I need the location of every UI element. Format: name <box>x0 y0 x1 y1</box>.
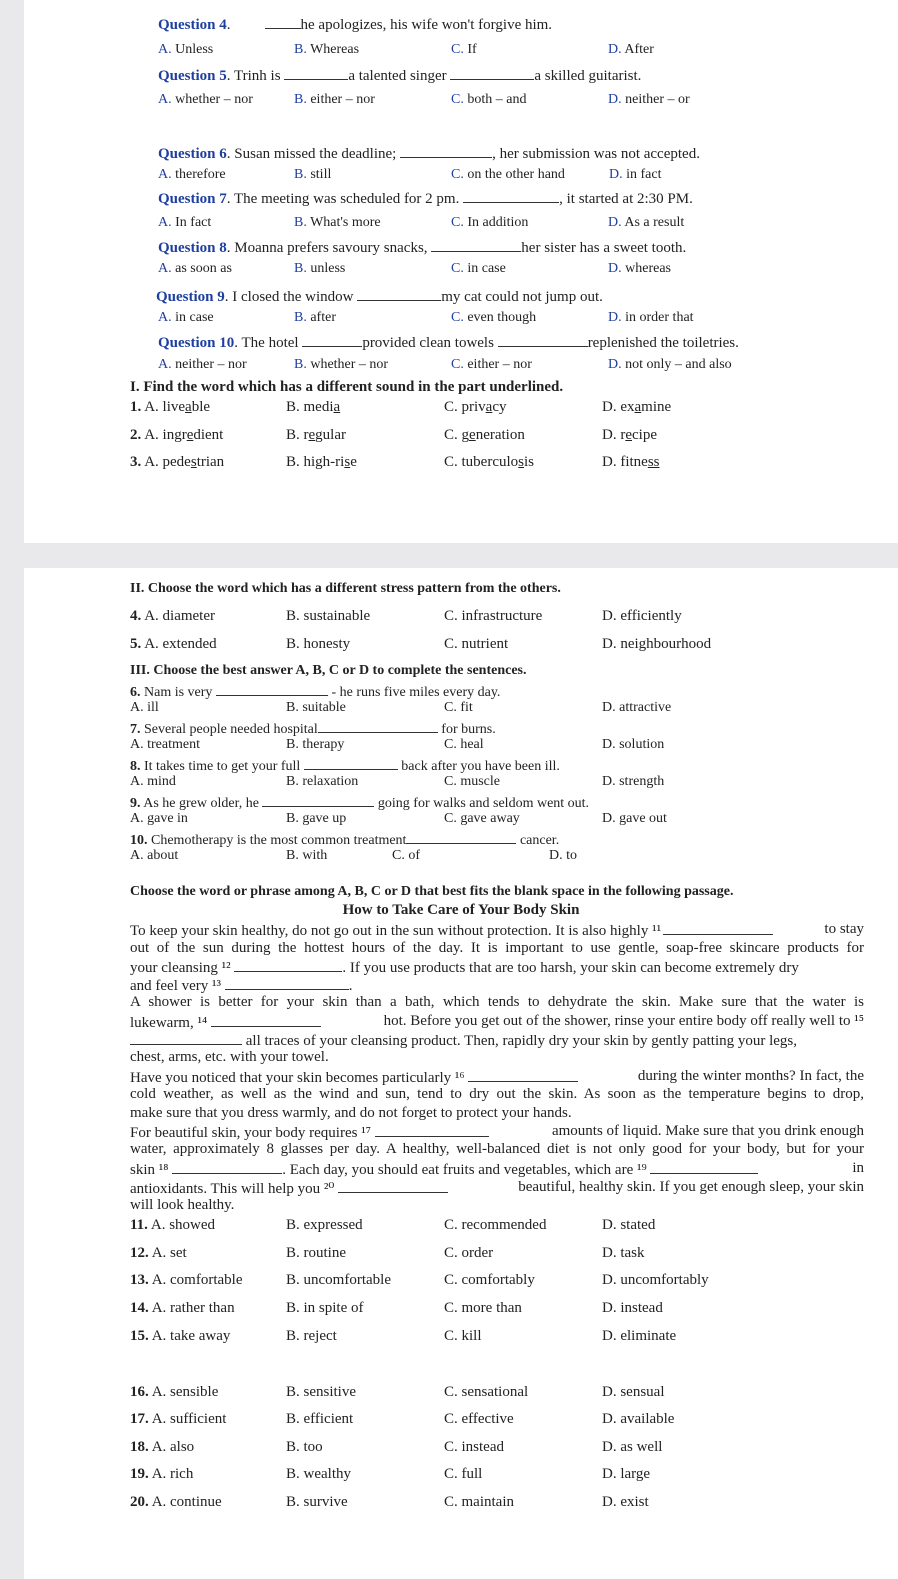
option-letter: C. <box>451 167 464 182</box>
option-c[interactable]: C. nutrient <box>444 636 509 652</box>
item-text: back after you have been ill. <box>401 759 560 774</box>
underlined-part: e <box>469 427 476 443</box>
question-label: Question 4 <box>158 17 227 33</box>
option-b[interactable]: Whereas <box>310 42 360 57</box>
blank-14[interactable] <box>211 1014 321 1027</box>
option-letter: A. <box>158 261 172 276</box>
option-d[interactable]: D. to <box>549 848 577 863</box>
option-a[interactable]: A. diameter <box>144 608 215 624</box>
option-b[interactable]: B. survive <box>286 1494 348 1510</box>
option-c[interactable]: C. effective <box>444 1411 514 1427</box>
item-number: 5. <box>130 636 142 652</box>
item-number: 20. <box>130 1494 149 1510</box>
option-a[interactable]: in case <box>175 310 214 325</box>
question-text: a skilled guitarist. <box>534 68 642 84</box>
passage-text: in <box>852 1160 864 1176</box>
item-number: 13. <box>130 1272 149 1288</box>
answer-blank[interactable] <box>302 334 362 347</box>
option-letter: D. <box>609 167 623 182</box>
option-d[interactable]: D. exist <box>602 1494 649 1510</box>
option-d[interactable]: D. task <box>602 1245 645 1261</box>
underlined-part: a <box>333 399 341 415</box>
passage-text: will look healthy. <box>130 1197 235 1213</box>
option-c[interactable]: C. order <box>444 1245 494 1261</box>
word-part: C. g <box>444 427 470 443</box>
passage-text: skin ¹⁸ <box>130 1162 169 1178</box>
option-c[interactable]: C. more than <box>444 1300 522 1316</box>
option-d[interactable]: D. available <box>602 1411 675 1427</box>
option-c[interactable]: either – nor <box>467 357 532 372</box>
option-b[interactable]: still <box>310 167 332 182</box>
word-part: A. pede <box>144 454 191 470</box>
item-number: 14. <box>130 1300 149 1316</box>
underlined-part: a <box>634 399 642 415</box>
passage-text: and feel very ¹³ <box>130 978 222 994</box>
option-d[interactable]: in order that <box>625 310 694 325</box>
passage-title: How to Take Care of Your Body Skin <box>342 902 580 918</box>
item-number: 12. <box>130 1245 149 1261</box>
option-a[interactable]: A. treatment <box>130 737 200 752</box>
option-a[interactable]: A. rich <box>151 1466 194 1482</box>
option-a[interactable]: A. showed <box>150 1217 216 1233</box>
option-d[interactable] <box>602 428 657 443</box>
option-a[interactable]: In fact <box>175 215 212 230</box>
option-d[interactable]: D. large <box>602 1466 651 1482</box>
word-part: D. fitne <box>602 454 648 470</box>
option-b[interactable]: B. honesty <box>286 636 351 652</box>
word-part: D. ex <box>602 399 635 415</box>
section-heading: I. Find the word which has a different sound in the part underlined. <box>130 379 564 395</box>
question-label: Question 9 <box>156 289 225 305</box>
option-a[interactable]: A. mind <box>130 774 176 789</box>
option-b[interactable]: B. gave up <box>286 811 347 826</box>
word-part: ble <box>191 399 211 415</box>
passage-text: Have you noticed that your skin becomes particularly ¹⁶ <box>130 1070 465 1086</box>
underlined-part: s <box>190 454 197 470</box>
word-part: B. medi <box>286 399 334 415</box>
word-part: gular <box>315 427 346 443</box>
option-d[interactable]: D. neighbourhood <box>602 636 712 652</box>
option-b[interactable]: What's more <box>310 215 381 230</box>
option-b[interactable]: B. efficient <box>286 1411 354 1427</box>
option-c[interactable]: C. full <box>444 1466 483 1482</box>
option-b[interactable]: B. reject <box>286 1328 337 1344</box>
option-d[interactable]: After <box>624 42 654 57</box>
passage-text: during the winter months? In fact, the <box>637 1068 864 1084</box>
passage-text: lukewarm, ¹⁴ <box>130 1015 208 1031</box>
option-letter: B. <box>294 215 307 230</box>
answer-blank[interactable] <box>284 67 348 80</box>
option-c[interactable]: C. gave away <box>444 811 520 826</box>
option-letter: D. <box>608 92 622 107</box>
passage-text: water, approximately 8 glasses per day. A healthy, well-balanced diet is not only good for your body, but for your <box>130 1141 864 1157</box>
answer-blank[interactable] <box>318 720 438 733</box>
option-d[interactable]: As a result <box>624 215 685 230</box>
passage-instruction: Choose the word or phrase among A, B, C or D that best fits the blank space in the following passage. <box>130 884 734 899</box>
option-letter: A. <box>158 167 172 182</box>
option-b[interactable]: B. expressed <box>286 1217 363 1233</box>
option-letter: C. <box>451 310 464 325</box>
question-label: Question 10 <box>158 335 235 351</box>
item-text: going for walks and seldom went out. <box>377 796 590 811</box>
option-b[interactable]: unless <box>310 261 346 276</box>
option-d[interactable]: D. sensual <box>602 1384 665 1400</box>
question-text: . Moanna prefers savoury snacks, <box>226 240 428 256</box>
option-letter: D. <box>608 42 622 57</box>
option-c[interactable]: C. maintain <box>444 1494 514 1510</box>
question-text: her sister has a sweet tooth. <box>521 240 687 256</box>
option-b[interactable] <box>286 428 346 443</box>
option-b[interactable]: B. in spite of <box>286 1300 364 1316</box>
option-b[interactable]: after <box>310 310 336 325</box>
option-d[interactable]: D. as well <box>602 1439 663 1455</box>
question-text: he apologizes, his wife won't forgive him. <box>300 17 553 33</box>
word-part: dient <box>193 427 224 443</box>
option-b[interactable]: B. therapy <box>286 737 345 752</box>
option-letter: A. <box>158 92 172 107</box>
word-part: cipe <box>632 427 657 443</box>
passage-text: cold weather, as well as the wind and sun, tend to dry out the skin. As soon as the temperature begins to drop, <box>130 1086 864 1102</box>
option-c[interactable]: C. infrastructure <box>444 608 543 624</box>
word-part: B. r <box>286 427 309 443</box>
blank-13[interactable] <box>225 977 349 990</box>
blank-16[interactable] <box>468 1069 578 1082</box>
word-part: mine <box>641 399 672 415</box>
passage-text: to stay <box>824 921 864 937</box>
word-part: trian <box>196 454 225 470</box>
option-letter: C. <box>451 215 464 230</box>
option-d[interactable]: D. efficiently <box>602 608 682 624</box>
section-heading: II. Choose the word which has a different stress pattern from the others. <box>130 581 561 596</box>
question-text: . Trinh is <box>226 68 281 84</box>
item-text: for burns. <box>441 722 496 737</box>
answer-blank[interactable] <box>216 683 328 696</box>
answer-blank[interactable] <box>265 16 301 29</box>
option-c[interactable]: even though <box>467 310 537 325</box>
question-text: replenished the toiletries. <box>587 335 739 351</box>
option-b[interactable]: B. sensitive <box>286 1384 356 1400</box>
option-c[interactable] <box>444 400 507 415</box>
item-number: 4. <box>130 608 142 624</box>
item-text: Several people needed hospital <box>144 722 318 737</box>
option-d[interactable]: whereas <box>625 261 671 276</box>
passage-text: amounts of liquid. Make sure that you drink enough <box>551 1123 864 1139</box>
answer-blank[interactable] <box>498 334 588 347</box>
blank-18[interactable] <box>172 1161 282 1174</box>
option-a[interactable]: A. also <box>151 1439 195 1455</box>
answer-blank[interactable] <box>431 239 521 252</box>
answer-blank[interactable] <box>406 831 516 844</box>
option-c[interactable] <box>444 428 525 443</box>
answer-blank[interactable] <box>357 288 441 301</box>
option-b[interactable]: B. with <box>286 848 328 863</box>
option-b[interactable] <box>286 400 340 415</box>
question-text: , her submission was not accepted. <box>492 146 700 162</box>
word-part: neration <box>475 427 525 443</box>
option-a[interactable]: A. continue <box>151 1494 222 1510</box>
option-letter: C. <box>451 42 464 57</box>
word-part: e <box>350 454 357 470</box>
underlined-part: s <box>518 454 524 470</box>
option-d[interactable]: in fact <box>626 167 662 182</box>
option-c[interactable]: C. kill <box>444 1328 482 1344</box>
word-part: cy <box>492 399 507 415</box>
item-number: 19. <box>130 1466 149 1482</box>
worksheet-page-2: II. Choose the word which has a different stress pattern from the others. 4. A. diameter B. sustainable C. infrastructure D. efficiently 5. A. extended B. honesty C. nutrient D. neighbourhood III. Choose the best answer A, B, C or D to complete the sentences. 6. Nam is very - he runs five miles every day. A. ill B. suitable C. fit D. attractive 7. Several people needed hospital for burns. A. treatment B. therapy C. heal D. solution 8. It takes time to get your full back after you have been ill. A. mind B. relaxation C. muscle D. strength 9. As he grew older, he going for walks and seldom went out. A. gave in B. gave up C. gave away D. gave out 10. Chemotherapy is the most common treatment cancer. A. about B. with C. of D. to Choose the word or phrase among A, B, C or D that best fits the blank space in the following passage. How to Take Care of Your Body Skin To keep your skin healthy, do not go out in the sun without protection. It is also highly ¹¹ to stay out of the sun during the hottest hours of the day. It is important to use gentle, soap-free skincare products for your cleansing ¹² . If you use products that are too harsh, your skin can become extremely dry and feel very ¹³ . A shower is better for your skin than a bath, which tends to dehydrate the skin. Make sure that the water is lukewarm, ¹⁴ hot. Before you get out of the shower, rinse your entire body off really well to ¹⁵ all traces of your cleansing product. Then, rapidly dry your skin by gently patting your legs, chest, arms, etc. with your towel. Have you noticed that your skin becomes particularly ¹⁶ during the winter months? In fact, the cold weather, as well as the wind and sun, tend to dry out the skin. As soon as the temperature begins to drop, make sure that you dress warmly, and do not forget to protect your hands. For beautiful skin, your body requires ¹⁷ amounts of liquid. Make sure that you drink enough water, approximately 8 glasses per day. A healthy, well-balanced diet is not only good for your body, but for your skin ¹⁸ . Each day, you should eat fruits and vegetables, which are ¹⁹ in antioxidants. This will help you ²⁰ beautiful, healthy skin. If you get enough sleep, your skin will look healthy. 11. A. showed B. expressed C. recommended D. stated 12. A. set B. routine C. order D. task 13. A. comfortable B. uncomfortable C. comfortably D. uncomfortably 14. A. rather than B. in spite of C. more than D. instead 15. A. take away B. reject C. kill D. eliminate 16. A. sensible B. sensitive C. sensational D. sensual 17. A. sufficient B. efficient C. effective D. available 18. A. also B. too C. instead D. as well 19. A. rich B. wealthy C. full D. large 20. A. continue B. survive C. maintain D. exist <box>24 568 898 1579</box>
answer-blank[interactable] <box>400 145 492 158</box>
option-b[interactable]: B. sustainable <box>286 608 371 624</box>
option-a[interactable]: A. extended <box>144 636 217 652</box>
blank-11[interactable] <box>663 922 773 935</box>
option-letter: A. <box>158 215 172 230</box>
option-d[interactable]: D. stated <box>602 1217 656 1233</box>
option-a[interactable]: A. take away <box>151 1328 231 1344</box>
option-d[interactable]: D. eliminate <box>602 1328 677 1344</box>
option-letter: B. <box>294 261 307 276</box>
answer-blank[interactable] <box>463 190 559 203</box>
item-number: 11. <box>130 1217 148 1233</box>
item-number: 7. <box>130 722 141 737</box>
question-label: Question 8 <box>158 240 227 256</box>
option-c[interactable]: C. recommended <box>444 1217 547 1233</box>
passage-text: . Each day, you should eat fruits and vegetables, which are ¹⁹ <box>282 1162 647 1178</box>
passage-text: . If you use products that are too harsh, your skin can become extremely dry <box>342 960 799 976</box>
option-a[interactable]: Unless <box>175 42 214 57</box>
item-number: 18. <box>130 1439 149 1455</box>
blank-20[interactable] <box>338 1180 448 1193</box>
answer-blank[interactable] <box>450 67 534 80</box>
option-a[interactable]: A. about <box>130 848 179 863</box>
option-d[interactable]: D. uncomfortably <box>602 1272 709 1288</box>
passage-text: out of the sun during the hottest hours of the day. It is important to use gentle, soap-free skincare products for <box>130 940 864 956</box>
option-letter: D. <box>608 357 622 372</box>
item-text: - he runs five miles every day. <box>331 685 501 700</box>
option-letter: D. <box>608 215 622 230</box>
passage-text: hot. Before you get out of the shower, rinse your entire body off really well to ¹⁵ <box>383 1013 864 1029</box>
option-a[interactable]: A. ill <box>130 700 159 715</box>
option-d[interactable] <box>602 455 660 470</box>
question-text: . I closed the window <box>224 289 354 305</box>
option-b[interactable]: whether – nor <box>310 357 389 372</box>
option-a[interactable]: A. sensible <box>151 1384 219 1400</box>
option-c[interactable]: C. muscle <box>444 774 500 789</box>
item-number: 10. <box>130 833 148 848</box>
option-a[interactable]: neither – nor <box>175 357 247 372</box>
option-b[interactable]: B. uncomfortable <box>286 1272 391 1288</box>
option-b[interactable]: B. suitable <box>286 700 346 715</box>
option-c[interactable]: C. sensational <box>444 1384 529 1400</box>
item-text: Chemotherapy is the most common treatment <box>151 833 407 848</box>
option-letter: D. <box>608 261 622 276</box>
passage-text: make sure that you dress warmly, and do not forget to protect your hands. <box>130 1105 572 1121</box>
option-c[interactable]: on the other hand <box>467 167 565 182</box>
underlined-part: e <box>308 427 316 443</box>
passage-text: all traces of your cleansing product. Then, rapidly dry your skin by gently patting your legs, <box>245 1033 798 1049</box>
item-number: 2. <box>130 427 142 443</box>
underlined-part: e <box>625 427 632 443</box>
underlined-part: e <box>186 427 194 443</box>
option-d[interactable]: D. strength <box>602 774 665 789</box>
passage-text: chest, arms, etc. with your towel. <box>130 1049 329 1065</box>
option-letter: D. <box>608 310 622 325</box>
underlined-part: ss <box>647 454 660 470</box>
word-part: C. tuberculo <box>444 454 519 470</box>
item-text: It takes time to get your full <box>144 759 301 774</box>
option-a[interactable]: as soon as <box>175 261 232 276</box>
passage-text: A shower is better for your skin than a bath, which tends to dehydrate the skin. Make sure that the water is <box>130 994 864 1010</box>
option-b[interactable]: B. too <box>286 1439 323 1455</box>
option-d[interactable]: not only – and also <box>625 357 732 372</box>
blank-12[interactable] <box>234 959 342 972</box>
option-letter: C. <box>451 92 464 107</box>
question-text: , it started at 2:30 PM. <box>559 191 693 207</box>
underlined-part: s <box>344 454 351 470</box>
item-text: As he grew older, he <box>143 796 259 811</box>
word-part: A. ingr <box>144 427 187 443</box>
underlined-part: a <box>185 399 192 415</box>
option-c[interactable]: C. heal <box>444 737 484 752</box>
passage-text: For beautiful skin, your body requires ¹⁷ <box>130 1125 371 1141</box>
option-d[interactable]: D. instead <box>602 1300 663 1316</box>
option-a[interactable]: A. sufficient <box>151 1411 227 1427</box>
option-letter: A. <box>158 357 172 372</box>
option-d[interactable]: neither – or <box>625 92 690 107</box>
option-d[interactable]: D. attractive <box>602 700 672 715</box>
option-a[interactable]: A. set <box>151 1245 187 1261</box>
word-part: B. high-ri <box>286 454 345 470</box>
option-d[interactable]: D. solution <box>602 737 665 752</box>
option-b[interactable]: either – nor <box>310 92 375 107</box>
option-b[interactable]: B. relaxation <box>286 774 359 789</box>
option-b[interactable]: B. wealthy <box>286 1466 351 1482</box>
option-c[interactable]: C. fit <box>444 700 473 715</box>
option-c[interactable]: C. of <box>392 848 420 863</box>
word-part: is <box>524 454 535 470</box>
option-letter: A. <box>158 42 172 57</box>
question-label: Question 7 <box>158 191 227 207</box>
question-text: a talented singer <box>348 68 447 84</box>
option-c[interactable]: If <box>467 42 477 57</box>
answer-blank[interactable] <box>304 757 398 770</box>
option-c[interactable]: both – and <box>467 92 527 107</box>
item-number: 16. <box>130 1384 149 1400</box>
blank-15[interactable] <box>130 1032 242 1045</box>
item-number: 1. <box>130 399 142 415</box>
option-letter: B. <box>294 92 307 107</box>
blank-19[interactable] <box>650 1161 758 1174</box>
question-text: . Susan missed the deadline; <box>226 146 397 162</box>
option-a[interactable]: therefore <box>175 167 226 182</box>
question-text: provided clean towels <box>362 335 494 351</box>
passage-text: To keep your skin healthy, do not go out in the sun without protection. It is also highly ¹¹ <box>130 923 662 939</box>
option-c[interactable]: in case <box>467 261 506 276</box>
option-c[interactable] <box>444 455 534 470</box>
item-number: 8. <box>130 759 141 774</box>
question-text: . The hotel <box>234 335 299 351</box>
item-number: 17. <box>130 1411 149 1427</box>
option-a[interactable]: A. comfortable <box>151 1272 243 1288</box>
answer-blank[interactable] <box>262 794 374 807</box>
question-text: . The meeting was scheduled for 2 pm. <box>226 191 460 207</box>
option-letter: B. <box>294 167 307 182</box>
option-b[interactable] <box>286 455 357 470</box>
option-letter: B. <box>294 42 307 57</box>
item-text: cancer. <box>519 833 560 848</box>
option-letter: C. <box>451 261 464 276</box>
item-number: 3. <box>130 454 142 470</box>
item-number: 9. <box>130 796 141 811</box>
option-a[interactable]: A. rather than <box>151 1300 235 1316</box>
option-d[interactable]: D. gave out <box>602 811 667 826</box>
option-letter: C. <box>451 357 464 372</box>
question-label: Question 6 <box>158 146 227 162</box>
question-text: my cat could not jump out. <box>441 289 603 305</box>
option-a[interactable]: whether – nor <box>175 92 253 107</box>
worksheet-page-1: Question 4. he apologizes, his wife won't forgive him. A. Unless B. Whereas C. If D. After Question 5. Trinh is a talented singer a skilled guitarist. A. whether – nor B. either – nor C. both – and D. neither – or Question 6. Susan missed the deadline; , her submission was not accepted. A. therefore B. still C. on the other hand D. in fact Question 7. The meeting was scheduled for 2 pm. , it started at 2:30 PM. A. In fact B. What's more C. In addition D. As a result Question 8. Moanna prefers savoury snacks, her sister has a sweet tooth. A. as soon as B. unless C. in case D. whereas Question 9. I closed the window my cat could not jump out. A. in case B. after C. even though D. in order that Question 10. The hotel provided clean towels replenished the toiletries. A. neither – nor B. whether – nor C. either – nor D. not only – and also I. Find the word which has a different sound in the part underlined. 1. A. liveable B. media C. privacy D. examine 2. A. ingredient B. regular C. generation D. recipe 3. A. pedestrian B. high-rise C. tuberculosis D. fitness <box>24 0 898 543</box>
option-letter: B. <box>294 357 307 372</box>
passage-text: beautiful, healthy skin. If you get enough sleep, your skin <box>518 1179 864 1195</box>
question-label: Question 5 <box>158 68 227 84</box>
item-number: 15. <box>130 1328 149 1344</box>
option-c[interactable]: In addition <box>467 215 529 230</box>
option-d[interactable] <box>602 400 671 415</box>
option-b[interactable]: B. routine <box>286 1245 346 1261</box>
underlined-part: a <box>485 399 493 415</box>
section-heading: III. Choose the best answer A, B, C or D to complete the sentences. <box>130 663 527 678</box>
blank-17[interactable] <box>375 1124 489 1137</box>
item-text: Nam is very <box>144 685 213 700</box>
option-a[interactable]: A. gave in <box>130 811 188 826</box>
option-letter: B. <box>294 310 307 325</box>
option-c[interactable]: C. instead <box>444 1439 504 1455</box>
word-part: D. r <box>602 427 626 443</box>
word-part: C. priv <box>444 399 486 415</box>
item-number: 6. <box>130 685 141 700</box>
passage-text: antioxidants. This will help you ²⁰ <box>130 1181 335 1197</box>
option-c[interactable]: C. comfortably <box>444 1272 535 1288</box>
option-letter: A. <box>158 310 172 325</box>
word-part: A. live <box>144 399 186 415</box>
passage-text: your cleansing ¹² <box>130 960 231 976</box>
